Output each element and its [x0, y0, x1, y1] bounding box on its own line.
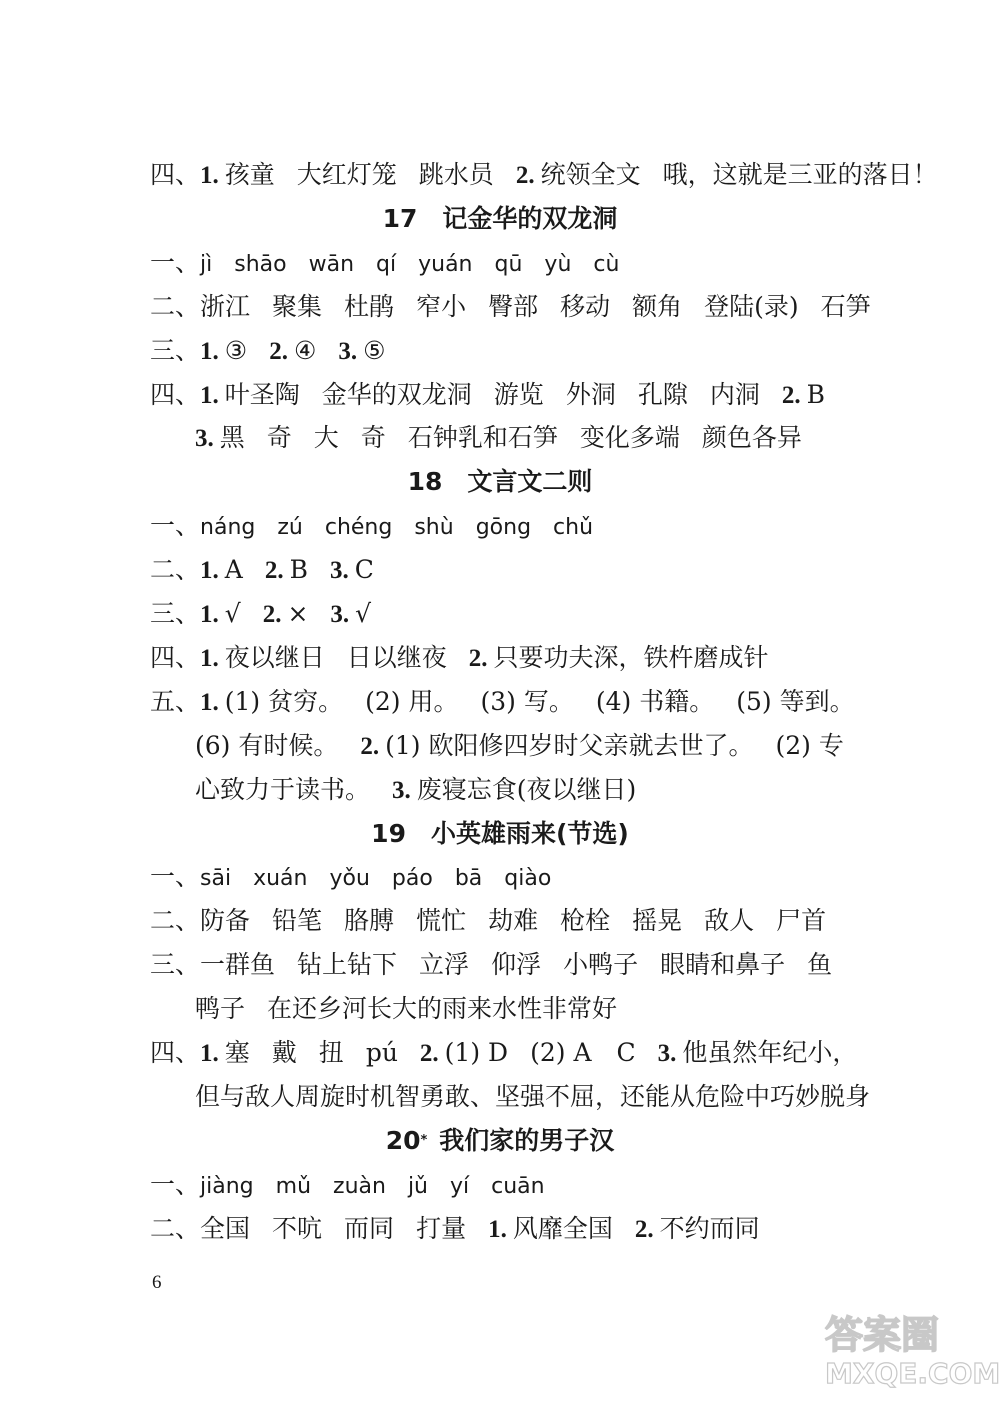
pinyin-answer: chǔ: [553, 515, 594, 540]
answer-text: 黑: [219, 423, 245, 452]
pinyin-answer: qí: [376, 252, 397, 277]
sub-question-number: 2.: [262, 601, 282, 628]
pinyin-answer: zú: [277, 515, 303, 540]
pinyin-answer: páo: [391, 866, 433, 891]
pinyin-answer: jǔ: [407, 1174, 428, 1199]
question-number: 三、: [150, 336, 201, 365]
answer-text: (3) 写。: [480, 687, 574, 716]
pinyin-answer: shù: [414, 515, 454, 540]
answer-line: [150, 640, 860, 677]
answer-text: 防备: [200, 906, 251, 935]
question-number: 五、: [150, 687, 201, 716]
answer-text: (1) D: [444, 1038, 509, 1067]
answer-text: 移动: [560, 292, 611, 321]
answer-text: 戴: [271, 1038, 297, 1067]
sub-question-number: 3.: [392, 777, 411, 804]
answer-line: [195, 728, 860, 765]
section-title-text: 19 小英雄雨来(节选): [371, 819, 629, 848]
answer-text: 跳水员: [418, 160, 494, 189]
answer-line: [150, 596, 860, 633]
section-title: [0, 1123, 1000, 1159]
sub-question-number: 1.: [200, 382, 219, 409]
answer-text: 风靡全国: [512, 1214, 613, 1243]
watermark-top: 答案圈: [825, 1313, 940, 1357]
answer-text: 慌忙: [416, 906, 467, 935]
answer-text: (4) 书籍。: [595, 687, 715, 716]
question-number: 三、: [150, 599, 201, 628]
section-title-text: 18 文言文二则: [407, 467, 593, 496]
pinyin-answer: bā: [454, 866, 483, 891]
answer-text: 孩童: [224, 160, 275, 189]
pinyin-answer: cù: [593, 252, 620, 277]
answer-text: 孔隙: [637, 380, 688, 409]
sub-question-number: 3.: [657, 1040, 677, 1067]
answer-text: pú: [365, 1038, 398, 1067]
answer-text: 颜色各异: [701, 423, 802, 452]
question-number: 一、: [150, 511, 201, 540]
answer-text: 鱼: [807, 950, 833, 979]
pinyin-answer: náng: [200, 515, 256, 540]
answer-text: 他虽然年纪小，: [682, 1038, 858, 1067]
answer-text: 夜以继日: [224, 643, 325, 672]
answer-line: [150, 1211, 860, 1248]
answer-line: [150, 508, 860, 546]
answer-text: 废寝忘食(夜以继日): [416, 775, 637, 804]
answer-text: 内洞: [709, 380, 760, 409]
question-number: 四、: [150, 643, 201, 672]
answer-text: C: [354, 555, 374, 584]
pinyin-answer: yǒu: [329, 866, 370, 891]
pinyin-answer: zuàn: [333, 1174, 386, 1199]
answer-text: 全国: [200, 1214, 251, 1243]
answer-line: [150, 289, 871, 325]
answer-text: 钻上钻下: [297, 950, 398, 979]
sub-question-number: 3.: [338, 338, 358, 365]
answer-line: [150, 1167, 860, 1205]
sub-question-number: 3.: [329, 557, 349, 584]
answer-text: 鸭子: [195, 994, 246, 1023]
section-title-rest: 我们家的男子汉: [439, 1126, 615, 1155]
answer-text: 敌人: [704, 906, 755, 935]
answer-text: 登陆(录): [704, 292, 799, 321]
sub-question-number: 2.: [269, 338, 288, 365]
question-number: 二、: [150, 906, 201, 935]
answer-text: 石笋: [820, 292, 871, 321]
answer-text: 铅笔: [272, 906, 323, 935]
answer-text: 大: [313, 423, 339, 452]
question-number: 四、: [150, 1038, 201, 1067]
sub-question-number: 1.: [200, 689, 219, 716]
pinyin-answer: shāo: [234, 252, 287, 277]
answer-text: 在还乡河长大的雨来水性非常好: [267, 994, 618, 1023]
answer-text: 臀部: [488, 292, 539, 321]
answer-text: 心致力于读书。: [195, 775, 371, 804]
answer-text: B: [289, 555, 308, 584]
answer-text: 石钟乳和石笋: [407, 423, 558, 452]
pinyin-answer: yù: [544, 252, 572, 277]
answer-text: 游览: [493, 380, 544, 409]
answer-text: 金华的双龙洞: [321, 380, 472, 409]
pinyin-answer: jiàng: [200, 1174, 254, 1199]
answer-text: 眼睛和鼻子: [660, 950, 786, 979]
answer-text: ③: [224, 336, 248, 365]
sub-question-number: 2.: [515, 162, 535, 189]
question-number: 四、: [150, 160, 201, 189]
watermark-logo: [820, 1308, 1000, 1390]
answer-text: 打量: [416, 1214, 467, 1243]
answer-line: [150, 245, 860, 283]
answer-text: 塞: [224, 1038, 250, 1067]
answer-text: √: [355, 599, 372, 628]
answer-text: 日以继夜: [346, 643, 447, 672]
sub-question-number: 2.: [264, 557, 284, 584]
answer-line: [195, 991, 860, 1027]
question-number: 一、: [150, 248, 201, 277]
sub-question-number: 3.: [330, 601, 350, 628]
sub-question-number: 1.: [200, 338, 219, 365]
answer-text: 摇晃: [632, 906, 683, 935]
pinyin-answer: yuán: [418, 252, 473, 277]
answer-text: (5) 等到。: [736, 687, 855, 716]
question-number: 一、: [150, 1170, 201, 1199]
answer-text: 劫难: [488, 906, 539, 935]
answer-text: 外洞: [565, 380, 616, 409]
sub-question-number: 2.: [634, 1216, 654, 1243]
answer-text: 不约而同: [659, 1214, 760, 1243]
answer-text: 杜鹃: [344, 292, 395, 321]
pinyin-answer: xuán: [253, 866, 308, 891]
question-number: 三、: [150, 950, 201, 979]
pinyin-answer: cuān: [491, 1174, 545, 1199]
watermark-bottom: MXQE.COM: [825, 1357, 1000, 1390]
answer-text: (2) 专: [775, 731, 844, 760]
sub-question-number: 2.: [781, 382, 801, 409]
answer-line: [195, 1079, 871, 1115]
question-number: 四、: [150, 380, 201, 409]
answer-text: 小鸭子: [563, 950, 639, 979]
page-number: 6: [152, 1272, 162, 1293]
answer-text: 只要功夫深，铁杵磨成针: [493, 643, 769, 672]
answer-text: 叶圣陶: [224, 380, 300, 409]
sub-question-number: 2.: [419, 1040, 439, 1067]
answer-text: 聚集: [272, 292, 323, 321]
sub-question-number: 1.: [200, 601, 219, 628]
sub-question-number: 1.: [200, 557, 219, 584]
pinyin-answer: mǔ: [275, 1174, 312, 1199]
answer-text: (6) 有时候。: [195, 731, 339, 760]
pinyin-answer: chéng: [324, 515, 393, 540]
answer-line: [150, 552, 860, 589]
pinyin-answer: jì: [200, 252, 213, 277]
answer-line: [150, 157, 938, 194]
answer-text: 浙江: [200, 292, 251, 321]
section-title: [0, 201, 1000, 237]
sub-question-number: 1.: [200, 162, 219, 189]
answer-text: (2) 用。: [365, 687, 459, 716]
answer-text: (1) 贫穷。: [224, 687, 344, 716]
question-number: 一、: [150, 862, 201, 891]
answer-text: ×: [287, 599, 309, 628]
pinyin-answer: sāi: [200, 866, 232, 891]
answer-text: 枪栓: [560, 906, 611, 935]
sub-question-number: 2.: [468, 645, 488, 672]
answer-text: 仰浮: [491, 950, 542, 979]
answer-text: A: [224, 555, 243, 584]
answer-text: 哦，这就是三亚的落日！: [662, 160, 938, 189]
pinyin-answer: qū: [494, 252, 523, 277]
answer-text: 而同: [344, 1214, 395, 1243]
answer-line: [150, 1035, 860, 1072]
pinyin-answer: qiào: [504, 866, 552, 891]
question-number: 二、: [150, 555, 201, 584]
title-superscript: *: [420, 1133, 428, 1148]
answer-text: 奇: [266, 423, 292, 452]
answer-text: 大红灯笼: [296, 160, 397, 189]
answer-line: [195, 420, 860, 457]
sub-question-number: 1.: [488, 1216, 507, 1243]
answer-text: 不吭: [272, 1214, 323, 1243]
answer-text: 窄小: [416, 292, 467, 321]
answer-text: 扭: [318, 1038, 344, 1067]
pinyin-answer: yí: [450, 1174, 470, 1199]
answer-line: [150, 377, 860, 414]
answer-line: [150, 684, 860, 721]
answer-text: √: [224, 599, 241, 628]
answer-text: 一群鱼: [200, 950, 276, 979]
answer-text: 胳膊: [344, 906, 395, 935]
answer-line: [150, 903, 860, 939]
sub-question-number: 2.: [360, 733, 380, 760]
sub-question-number: 1.: [200, 645, 219, 672]
answer-text: 奇: [360, 423, 386, 452]
sub-question-number: 1.: [200, 1040, 219, 1067]
answer-line: [150, 333, 860, 370]
sub-question-number: 3.: [195, 425, 214, 452]
section-title: [0, 816, 1000, 852]
section-title: [0, 464, 1000, 500]
question-number: 二、: [150, 292, 201, 321]
answer-text: ④: [293, 336, 317, 365]
answer-text: ⑤: [363, 336, 386, 365]
question-number: 二、: [150, 1214, 201, 1243]
pinyin-answer: gōng: [475, 515, 532, 540]
answer-text: (1) 欧阳修四岁时父亲就去世了。: [385, 731, 754, 760]
answer-text: 但与敌人周旋时机智勇敢、坚强不屈，还能从危险中巧妙脱身: [195, 1082, 871, 1111]
answer-line: [150, 859, 860, 897]
section-title-text: 20: [385, 1126, 421, 1155]
section-title-text: 17 记金华的双龙洞: [382, 204, 618, 233]
answer-text: 统领全文: [540, 160, 641, 189]
answer-text: 尸首: [776, 906, 827, 935]
answer-line: [195, 772, 860, 809]
answer-line: [150, 947, 860, 983]
answer-text: 额角: [632, 292, 683, 321]
answer-text: 变化多端: [579, 423, 680, 452]
answer-text: (2) A C: [530, 1038, 636, 1067]
answer-text: B: [806, 380, 825, 409]
answer-text: 立浮: [419, 950, 470, 979]
pinyin-answer: wān: [308, 252, 355, 277]
